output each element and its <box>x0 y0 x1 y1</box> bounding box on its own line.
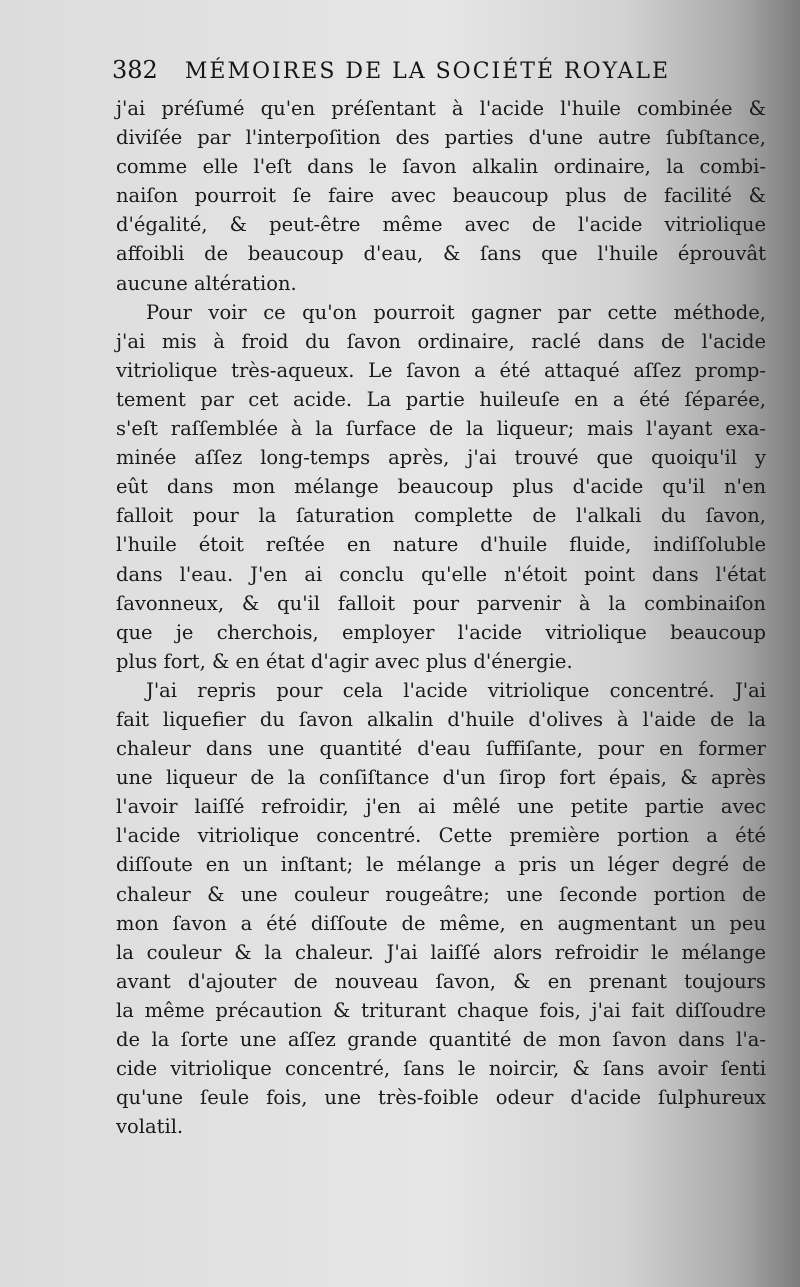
text-line: comme elle l'eſt dans le ſavon alkalin ordinaire, la combi- <box>116 155 766 179</box>
text-line: l'avoir laiſſé refroidir, j'en ai mêlé une petite partie avec <box>116 795 766 819</box>
text-line: j'ai mis à froid du ſavon ordinaire, raclé dans de l'acide <box>116 329 766 353</box>
text-line: diviſée par l'interpoſition des parties d'une autre ſubſtance, <box>116 126 766 150</box>
text-line: mon ſavon a été diſſoute de même, en augmentant un peu <box>116 911 766 935</box>
page-number: 382 <box>112 56 158 84</box>
paragraph <box>116 676 766 1142</box>
text-line: chaleur & une couleur rougeâtre; une ſeconde portion de <box>116 882 766 906</box>
text-line: eût dans mon mélange beaucoup plus d'acide qu'il n'en <box>116 475 766 499</box>
text-line: s'eſt raſſemblée à la ſurface de la liqueur; mais l'ayant exa- <box>116 417 766 441</box>
text-line: dans l'eau. J'en ai conclu qu'elle n'étoit point dans l'état <box>116 562 766 586</box>
running-head: MÉMOIRES DE LA SOCIÉTÉ ROYALE <box>184 59 671 84</box>
text-line: naiſon pourroit ſe faire avec beaucoup plus de facilité & <box>116 184 766 208</box>
page-header <box>112 56 712 84</box>
text-line: l'acide vitriolique concentré. Cette première portion a été <box>116 824 766 848</box>
text-line: cide vitriolique concentré, ſans le noircir, & ſans avoir ſenti <box>116 1057 766 1081</box>
text-line: de la ſorte une aſſez grande quantité de mon ſavon dans l'a- <box>116 1028 766 1051</box>
paragraph <box>116 94 766 298</box>
paragraph <box>116 298 766 676</box>
text-line: J'ai repris pour cela l'acide vitriolique concentré. J'ai <box>146 678 766 702</box>
text-line: d'égalité, & peut-être même avec de l'acide vitriolique <box>116 213 766 237</box>
text-line: vitriolique très-aqueux. Le ſavon a été attaqué aſſez promp- <box>116 358 766 382</box>
text-line: une liqueur de la conſiſtance d'un ſirop fort épais, & après <box>116 766 766 790</box>
text-line: ſavonneux, & qu'il falloit pour parvenir à la combinaiſon <box>116 591 766 615</box>
text-line: avant d'ajouter de nouveau ſavon, & en prenant toujours <box>116 969 766 993</box>
text-line: falloit pour la ſaturation complette de l'alkali du ſavon, <box>116 504 766 528</box>
text-line: fait liquefier du ſavon alkalin d'huile d'olives à l'aide de la <box>116 707 766 731</box>
text-line: aucune altération. <box>116 271 297 295</box>
body-text <box>116 94 766 1141</box>
text-line: plus fort, & en état d'agir avec plus d'énergie. <box>116 649 573 673</box>
text-line: la même précaution & triturant chaque fois, j'ai fait diſſoudre <box>116 998 766 1022</box>
text-line: Pour voir ce qu'on pourroit gagner par cette méthode, <box>146 300 766 324</box>
text-line: chaleur dans une quantité d'eau ſuffiſante, pour en former <box>116 737 766 761</box>
text-line: minée aſſez long-temps après, j'ai trouvé que quoiqu'il y <box>116 446 766 470</box>
text-line: volatil. <box>116 1115 184 1139</box>
text-line: j'ai préſumé qu'en préſentant à l'acide l'huile combinée & <box>116 97 766 120</box>
text-line: qu'une ſeule fois, une très-foible odeur d'acide ſulphureux <box>116 1086 766 1110</box>
text-line: affoibli de beaucoup d'eau, & ſans que l'huile éprouvât <box>116 242 766 266</box>
text-line: la couleur & la chaleur. J'ai laiſſé alors refroidir le mélange <box>116 940 766 964</box>
text-line: que je cherchois, employer l'acide vitriolique beaucoup <box>116 620 766 644</box>
text-line: diſſoute en un inſtant; le mélange a pris un léger degré de <box>116 853 766 877</box>
text-line: tement par cet acide. La partie huileuſe en a été ſéparée, <box>116 387 766 411</box>
text-line: l'huile étoit reſtée en nature d'huile fluide, indiſſoluble <box>116 533 766 557</box>
